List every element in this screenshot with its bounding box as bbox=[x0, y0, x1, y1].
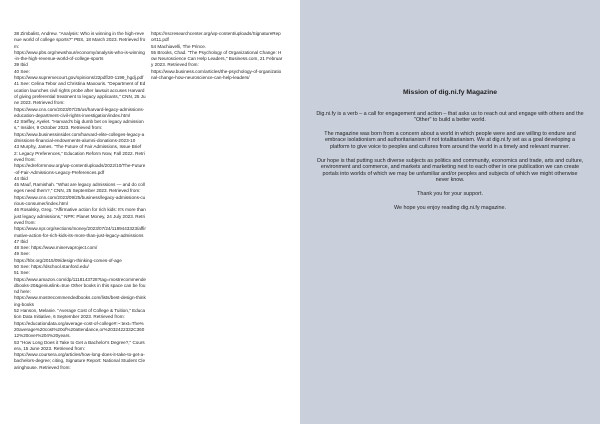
endnote-52-link[interactable]: https://educationdata.org/average-cost-of-college#:~:text=The%20average%20cost%20of%20attendance,or%2032422332C36012%20over%204%20years. bbox=[14, 320, 145, 339]
endnote-45: 45 Mauf, Ramishah. "What are legacy admissions — and do colleges need them?," CNN, 25 September 2023. Retrieved from: https://www.cnn.com/2023/09/25/business/legacy-admissions-curious-consumer/index.html bbox=[14, 182, 146, 207]
endnote-53-continued-link[interactable]: https://nscresearchcenter.org/wp-content/uploads/SignatureReport11.pdf bbox=[151, 31, 281, 43]
endnote-43-link[interactable]: https://edreformnow.org/wp-content/uploads/2022/10/The-Future-of-Fair-Admissions-Legacy-Preferences.pdf bbox=[14, 163, 146, 175]
mission-closing: We hope you enjoy reading dig.ni.fy magazine. bbox=[394, 204, 506, 211]
mission-page bbox=[300, 0, 600, 424]
endnote-41: 41 See: Celina Tebor and Christina Maxouris. "Department of Education launches civil rights probe after lawsuit accuses Harvard of giving preferential treatment to legacy applicants," CNN, 25 June 2023. Retrieved from: https://www.cnn.com/2023/07/25/us/harvard-legacy-admissions-education-department-civil-rights-investigation/index.html bbox=[14, 81, 146, 118]
mission-paragraph-3: Our hope is that putting such diverse subjects as politics and community, economics and trade, arts and culture, environment and commerce, and markets and marketing next to each other in one publication we can create portals into worlds of which we may be unfamiliar and/or peoples and subjects of which we might otherwise never know. bbox=[316, 157, 584, 184]
endnote-51-link-2[interactable]: https://www.mostrecommendedbooks.com/lists/best-design-thinking-books bbox=[14, 295, 146, 307]
endnote-40: 40 See: https://www.supremecourt.gov/opinions/22pdf/20-1199_hgdj.pdf bbox=[14, 69, 146, 82]
endnote-46-link[interactable]: https://www.npr.org/sections/money/2023/07/24/1189443323/affirmative-action-for-rich-kids-its-more-than-just-legacy-admissions bbox=[14, 226, 146, 238]
mission-statement bbox=[316, 90, 584, 218]
mission-title: Mission of dig.ni.fy Magazine bbox=[402, 89, 498, 96]
endnote-38: 38 Zimbalist, Andrew. "Analysis: Who is winning in the high-revenue world of college sports?" PBS, 18 March 2023. Retrieved from: https://www.pbs.org/newshour/economy/analysis-who-is-winning-in-the-high-revenue-world-of-college-sports bbox=[14, 31, 146, 62]
endnote-48[interactable]: 48 See: https://www.minervaproject.com/ bbox=[14, 245, 98, 251]
endnote-40-link[interactable]: https://www.supremecourt.gov/opinions/22pdf/20-1199_hgdj.pdf bbox=[14, 75, 144, 81]
mission-paragraph-2: The magazine was born from a concern about a world in which people were and are willing to endure and embrace isolationism and authoritarianism if not totalitarianism. We at dig.ni.fy set as a goal developing a platform to give voice to peoples and cultures from around the world in a timely and relevant manner. bbox=[324, 130, 576, 150]
endnote-51: 51 See: https://www.amazon.com/dp/1118143728?tag=mostrecommendedbooks-20&geniuslink=true Other books in this space can be found here: https://www.mostrecommendedbooks.com/lists/best-design-thinking-books bbox=[14, 270, 146, 307]
endnotes-column-1 bbox=[14, 31, 146, 371]
endnote-42: 42 Steffey, Ayelet. "Harvard's big dumb bet on legacy admissions," Insider, 9 October 2023. Retrieved from: https://www.businessinsider.com/harvard-elite-colleges-legacy-admissions-financial-endowments-alumni-donations-2023-10 bbox=[14, 119, 145, 144]
endnote-45-link[interactable]: https://www.cnn.com/2023/09/25/business/legacy-admissions-curious-consumer/index.html bbox=[14, 194, 146, 207]
endnote-47: 47 Ibid bbox=[14, 238, 28, 244]
endnote-38-link[interactable]: https://www.pbs.org/newshour/economy/analysis-who-is-winning-in-the-high-revenue-world-of-college-sports bbox=[14, 49, 145, 62]
endnote-43: 43 Murphy, James. "The Future of Fair Admissions, Issue Brief 2: Legacy Preferences," Education Reform Now, Fall 2022. Retrieved from: https://edreformnow.org/wp-content/uploads/2022/10/The-Future-of-Fair-Admissions-Legacy-Preferences.pdf bbox=[14, 144, 146, 175]
endnote-50[interactable]: 50 See: https://dschool.stanford.edu/ bbox=[14, 263, 89, 269]
endnote-55-link[interactable]: https://www.business.com/articles/the-psychology-of-organizational-change-how-neuroscience-can-help-leaders/ bbox=[151, 68, 282, 81]
endnote-46: 46 Rosalsky, Greg. "Affirmative action for rich kids: It's more than just legacy admissions," NPR: Planet Money, 24 July 2023. Retrieved from: https://www.npr.org/sections/money/2023/07/24/1189443323/affirmative-action-for-rich-kids-its-more-than-just-legacy-admissions bbox=[14, 207, 146, 238]
endnote-44: 44 Ibid bbox=[14, 175, 28, 181]
endnote-55: 55 Brooks, Chad. "The Psychology of Organizational Change: How Neuroscience Can Help Leaders," Business.com, 21 February 2023. Retrieved from: https://www.business.com/articles/the-psychology-of-organizational-change-how-neuroscience-can-help-leaders/ bbox=[151, 49, 283, 81]
endnote-53-link[interactable]: https://www.coursera.org/articles/how-long-does-it-take-to-get-a-bachelors-degree; citing, Signature Report: National Student Clearinghouse. Retrieved from: bbox=[14, 352, 145, 370]
endnote-49: 49 See: https://hbr.org/2015/09/design-thinking-comes-of-age bbox=[14, 251, 146, 264]
endnote-42-link[interactable]: https://www.businessinsider.com/harvard-elite-colleges-legacy-admissions-financial-endowments-alumni-donations-2023-10 bbox=[14, 131, 145, 144]
endnote-51-link[interactable]: https://www.amazon.com/dp/1118143728?tag=mostrecommendedbooks-20&geniuslink=true Other books in this space can be found here: bbox=[14, 276, 146, 295]
mission-paragraph-1: Dig.ni.fy is a verb – a call for engagement and action – that asks us to reach out and engage with others and the "Other" to build a better world. bbox=[316, 110, 584, 124]
endnote-52: 52 Hanson, Melanie. "Average Cost of College & Tuition," Education Data Initiative, 6 September 2023. Retrieved from: https://educationdata.org/average-cost-of-college#:~:text=The%20average%20cost%20of%20attendance,or%2032422332C36012%20over%204%20years. bbox=[14, 308, 146, 339]
endnote-39: 39 Ibid bbox=[14, 62, 28, 68]
endnote-41-link[interactable]: https://www.cnn.com/2023/07/25/us/harvard-legacy-admissions-education-department-civil-rights-investigation/index.html bbox=[14, 106, 145, 118]
endnote-53: 53 "How Long Does it Take to Get a Bachelor's Degree?," Coursera, 15 June 2023. Retrieved from: https://www.coursera.org/articles/how-long-does-it-take-to-get-a-bachelors-degree; citing, Signature Report: National Student Clearinghouse. Retrieved from: bbox=[14, 339, 145, 370]
endnote-49-link[interactable]: https://hbr.org/2015/09/design-thinking-comes-of-age bbox=[14, 257, 122, 263]
endnotes-column-2 bbox=[151, 31, 283, 81]
endnote-54: 54 Machiavelli, The Prince. bbox=[151, 43, 207, 49]
mission-thanks: Thank you for your support. bbox=[417, 190, 483, 197]
